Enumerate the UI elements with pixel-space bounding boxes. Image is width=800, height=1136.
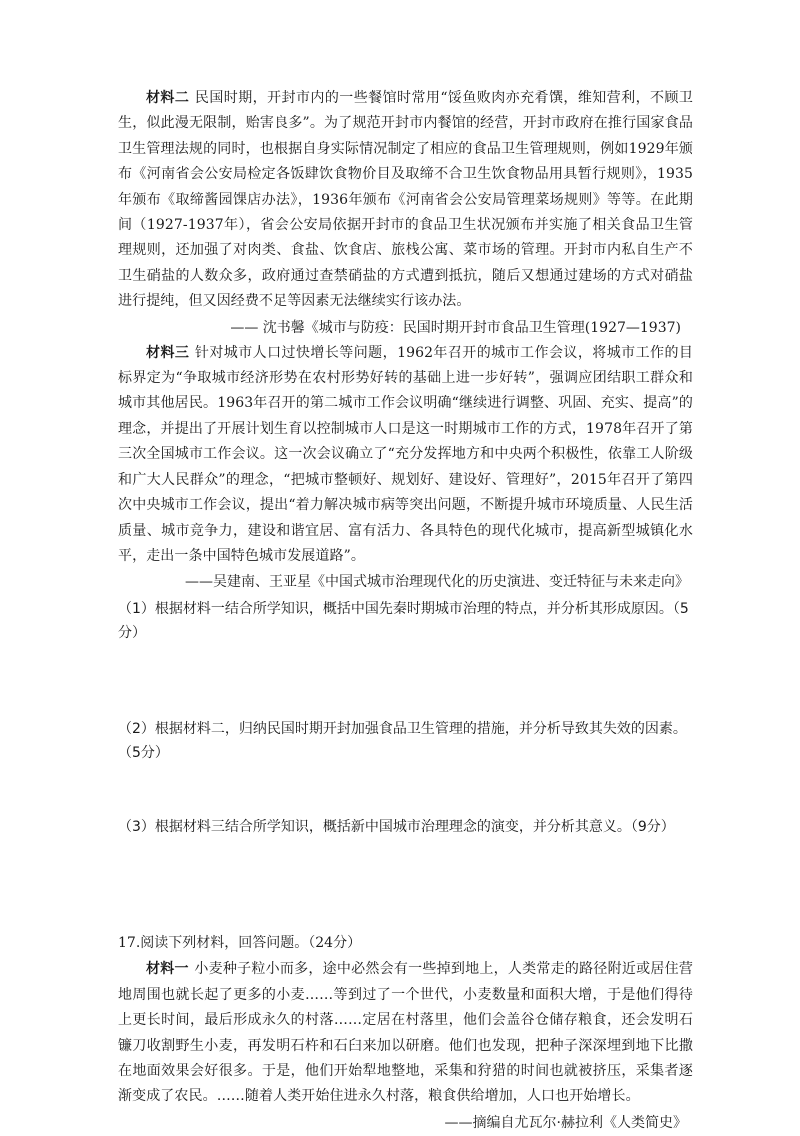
material-3-paragraph <box>118 341 693 570</box>
exam-page <box>118 86 693 1136</box>
material-2-paragraph <box>118 86 693 315</box>
q17-material-1-source: ——摘编自尤瓦尔·赫拉利《人类简史》 <box>444 1114 687 1131</box>
q17-material-1-label: 材料一 <box>146 961 189 978</box>
material-2-label: 材料二 <box>146 90 190 106</box>
q17-material-1-paragraph <box>118 957 693 1109</box>
material-3-text: 针对城市人口过快增长等问题，1962年召开的城市工作会议，将城市工作的目标界定为“争取城市经济形势在农村形势好转的基础上进一步好转”，强调应团结职工群众和城市其他居民。1963年召开的第二城市工作会议明确“继续进行调整、巩固、充实、提高”的理念，并提出了开展计划生育以控制城市人口是这一时期城市工作的方式，1978年召开了第三次全国城市工作会议。这一次会议确立了“充分发挥地方和中央两个积极性，依靠工人阶级和广大人民群众”的理念，“把城市整顿好、规划好、建设好、管理好”，2015年召开了第四次中央城市工作会议，提出“着力解决城市病等突出问题，不断提升城市环境质量、人民生活质量、城市竞争力，建设和谐宜居、富有活力、各具特色的现代化城市，提高新型城镇化水平，走出一条中国特色城市发展道路”。 <box>118 344 693 564</box>
question-1: （1）根据材料一结合所学知识，概括中国先秦时期城市治理的特点，并分析其形成原因。（5分） <box>118 601 689 642</box>
material-3-label: 材料三 <box>146 344 190 361</box>
question-17-heading: 17.阅读下列材料，回答问题。（24分） <box>118 935 362 952</box>
material-2-source: —— 沈书馨《城市与防疫：民国时期开封市食品卫生管理(1927—1937) <box>230 319 681 336</box>
q17-material-1-text: 小麦种子粒小而多，途中必然会有一些掉到地上，人类常走的路径附近或居住营地周围也就长起了更多的小麦……等到过了一个世代，小麦数量和面积大增，于是他们得待上更长时间，最后形成永久的村落……定居在村落里，他们会盖谷仓储存粮食，还会发明石镰刀收割野生小麦，再发明石杵和石臼来加以研磨。他们也发现，把种子深深埋到地下比撒在地面效果会好很多。于是，他们开始犁地整地，采集和狩猎的时间也就被挤压，采集者逐渐变成了农民。……随着人类开始住进永久村落，粮食供给增加，人口也开始增长。 <box>118 961 693 1105</box>
material-2-text: 民国时期，开封市内的一些餐馆时常用“馁鱼败肉亦充肴馔，维知营利，不顾卫生，似此漫无限制，贻害良多”。为了规范开封市内餐馆的经营，开封市政府在推行国家食品卫生管理法规的同时，也根据自身实际情况制定了相应的食品卫生管理规则，例如1929年颁布《河南省会公安局检定各饭肆饮食物价目及取缔不合卫生饮食物品用具暂行规则》，1935年颁布《取缔酱园馃店办法》，1936年颁布《河南省会公安局管理菜场规则》等等。在此期间（1927-1937年），省会公安局依据开封市的食品卫生状况颁布并实施了相关食品卫生管理规则，还加强了对肉类、食盐、饮食店、旅栈公寓、菜市场的管理。开封市内私自生产不卫生硝盐的人数众多，政府通过查禁硝盐的方式遭到抵抗，随后又想通过建场的方式对硝盐进行提纯，但又因经费不足等因素无法继续实行该办法。 <box>118 90 693 310</box>
question-3: （3）根据材料三结合所学知识，概括新中国城市治理理念的演变，并分析其意义。（9分） <box>118 819 675 836</box>
question-2: （2）根据材料二，归纳民国时期开封加强食品卫生管理的措施，并分析导致其失效的因素。（5分） <box>118 721 687 762</box>
material-3-source: ——吴建南、王亚星《中国式城市治理现代化的历史演进、变迁特征与未来走向》 <box>185 574 689 591</box>
